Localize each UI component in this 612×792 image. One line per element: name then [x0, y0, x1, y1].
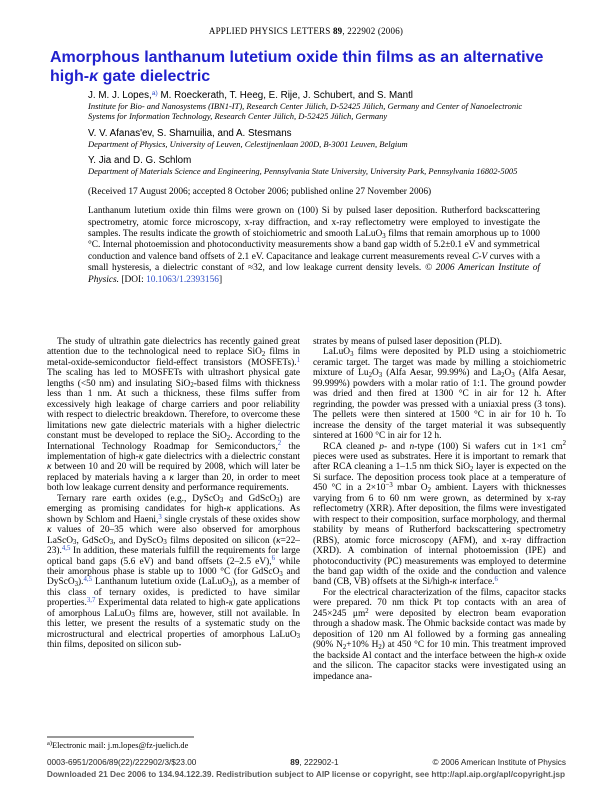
volume-page-number: 89, 222902-1: [290, 758, 339, 767]
author-group: [88, 90, 540, 122]
reference-link[interactable]: 3: [158, 513, 162, 521]
paragraph: strates by means of pulsed laser deposition (PLD).: [313, 337, 503, 347]
reference-link[interactable]: 6: [494, 576, 498, 584]
doi-link[interactable]: 10.1063/1.2393156: [146, 274, 219, 285]
footnote-divider: [47, 736, 194, 738]
affiliation: Department of Materials Science and Engineering, Pennsylvania State University, University Park, Pennsylvania 16802-5005: [88, 166, 518, 177]
body-text: [47, 337, 566, 682]
reference-link[interactable]: 1: [296, 356, 300, 364]
reference-link[interactable]: a): [151, 89, 158, 97]
journal-header: [0, 26, 612, 36]
reference-link[interactable]: 6: [271, 555, 275, 563]
paragraph: For the electrical characterization of the films, capacitor stacks were prepared. 70 nm thick Pt top contacts with an area of 245×245 $\mu m^2$ were deposited by electron beam evaporation through a shadow mask. The Ohmic backside contact was made by deposition of 120 nm Al followed by a forming gas annealing (90% $N_2+10\%$ $H_2$) at 450 °C for 10 min. This treatment improved the backside Al contact and the interface between the high-κ oxide and the silicon. The capacitor stacks were investigated using an impedance ana-: [313, 587, 566, 682]
left-column: [47, 337, 300, 682]
author-line: Y. Jia and D. G. Schlom: [88, 155, 192, 167]
author-footnote: [47, 736, 300, 750]
journal-volume: 89: [332, 26, 343, 36]
footnote-marker: a): [47, 740, 52, 748]
download-stamp: Downloaded 21 Dec 2006 to 134.94.122.39. Redistribution subject to AIP license or copyright, see http://apl.aip.org/apl/copyright.jsp: [46, 769, 566, 779]
footnote-email: Electronic mail: j.m.lopes@fz-juelich.de: [51, 741, 189, 750]
article-title: Amorphous lanthanum lutetium oxide thin films as an alternative high-κ gate dielectric: [50, 49, 544, 85]
paragraph: The study of ultrathin gate dielectrics has recently gained great attention due to the technological need to replace SiO$_2$ films in metal-oxide-semiconductor field-effect transistors (MOSFETs).$^1$ The scaling has led to MOSFETs with ultrashort physical gate lengths (<50 nm) and insulating SiO$_2$-based films with thickness less than 1 nm. At such a thickness, these films suffer from excessively high leakage of charge carriers and poor reliability with respect to dielectric breakdown. Therefore, to overcome these limitations new gate dielectric materials with a higher dielectric constant must be developed to replace the SiO$_2$. According to the International Technology Roadmap for Semiconductors,$^2$ the implementation of high-κ gate dielectrics with a dielectric constant κ between 10 and 20 will be required by 2008, which will later be replaced by materials having a κ larger than 20, in order to meet both low leakage current density and performance requirements.: [47, 337, 301, 494]
right-column: [313, 337, 566, 682]
journal-issue-info: , 222902 (2006): [342, 26, 404, 36]
copyright-notice: © 2006 American Institute of Physics: [432, 758, 566, 767]
author-group: [88, 128, 540, 150]
affiliation: Department of Physics, University of Leuven, Celestijnenlaan 200D, B-3001 Leuven, Belgium: [88, 138, 408, 149]
author-line: V. V. Afanas'ev, S. Shamuilia, and A. Stesmans: [88, 127, 292, 139]
reference-link[interactable]: 3,7: [86, 597, 96, 605]
received-dates: (Received 17 August 2006; accepted 8 October 2006; published online 27 November 2006): [88, 187, 432, 198]
affiliation: Institute for Bio- and Nanosystems (IBN1-IT), Research Center Jülich, D-52425 Jülich, Germany and Center of Nanoelectronic Systems for Information Technology, Research Center Jülich, D-52425 Jülich, Germany: [88, 101, 523, 121]
abstract: Lanthanum lutetium oxide thin films were grown on (100) Si by pulsed laser deposition. Rutherford backscattering spectrometry, atomic force microscopy, x-ray diffraction, and x-ray reflectometry were employed to investigate the samples. The results indicate the growth of stoichiometric and smooth LaLuO$_3$ films that remain amorphous up to 1000 °C. Internal photoemission and photoconductivity measurements show a band gap width of 5.2±0.1 eV and symmetrical conduction and valence band offsets of 2.1 eV. Capacitance and leakage current measurements reveal C-V curves with a small hysteresis, a dielectric constant of ≈32, and low leakage current density levels. © 2006 American Institute of Physics. [DOI: 10.1063/1.2393156]: [88, 206, 541, 285]
paragraph: Ternary rare earth oxides (e.g., DyScO$_3$ and GdScO$_3$) are emerging as promising candidates for high-κ applications. As shown by Schlom and Haeni,$^3$ single crystals of these oxides show κ values of 20–35 which were also observed for amorphous LaScO$_3$, GdScO$_3$, and DyScO$_3$ films deposited on silicon (κ=22–23).$^{4,5}$ In addition, these materials fulfill the requirements for large optical band gaps (5.6 eV) and band offsets (2–2.5 eV),$^6$ while their amorphous phase is stable up to 1000 °C (for GdScO$_3$ and DyScO$_3$).$^{4,5}$ Lanthanum lutetium oxide (LaLuO$_3$), as a member of this class of ternary oxides, is predicted to have similar properties.$^{3,7}$ Experimental data related to high-κ gate applications of amorphous LaLuO$_3$ films are, however, still not available. In this letter, we present the results of a systematic study on the microstructural and electrical properties of amorphous LaLuO$_3$ thin films, deposited on silicon sub-: [47, 493, 301, 651]
reference-link[interactable]: 2: [277, 440, 282, 448]
paragraph: LaLuO$_3$ films were deposited by PLD using a stoichiometric ceramic target. The target was made by milling a stoichiometric mixture of $Lu_2O_3$ (Alfa Aesar, 99.99%) and $La_2O_3$ (Alfa Aesar, 99.999%) powders with a molar ratio of 1:1. The ground powder was dried and then fired at 1300 °C in air for 12 h. After regrinding, the powder was pressed with a uniaxial press (3 tons). The pellets were then sintered at 1500 °C in air for 10 h. To increase the density of the target material it was subsequently sintered at 1600 °C in air for 12 h.: [313, 347, 567, 442]
reference-link[interactable]: 4,5: [83, 576, 92, 584]
front-matter: [88, 90, 540, 286]
author-group: [88, 155, 540, 177]
journal-name: APPLIED PHYSICS LETTERS: [208, 26, 333, 36]
paragraph: RCA cleaned p- and n-type (100) Si wafers cut in 1×1 $cm^2$ pieces were used as substrates. Here it is important to remark that after RCA cleaning a 1–1.5 nm thick SiO$_2$ layer is expected on the Si surface. The deposition process took place at a temperature of 450 °C in a $2\times 10^{-3}$ mbar $O_2$ ambient. Layers with thicknesses varying from 6 to 60 nm were grown, as determined by x-ray reflectometry (XRR). After deposition, the films were investigated with respect to their composition, surface morphology, and thermal stability by means of Rutherford backscattering spectrometry (RBS), atomic force microscopy (AFM), and x-ray diffraction (XRD). A combination of internal photoemission (IPE) and photoconductivity (PC) measurements was employed to determine the band gap width of the oxide and the conduction and valence band (CB, VB) offsets at the Si/high-κ interface.$^6$: [313, 440, 566, 588]
author-line: J. M. J. Lopes,$^{a)}$ M. Roeckerath, T. Heeg, E. Rije, J. Schubert, and S. Mantl: [88, 89, 413, 101]
issn-code: 0003-6951/2006/89(22)/222902/3/$23.00: [47, 758, 197, 767]
footer-line: [47, 758, 566, 767]
reference-link[interactable]: 4,5: [61, 544, 71, 552]
